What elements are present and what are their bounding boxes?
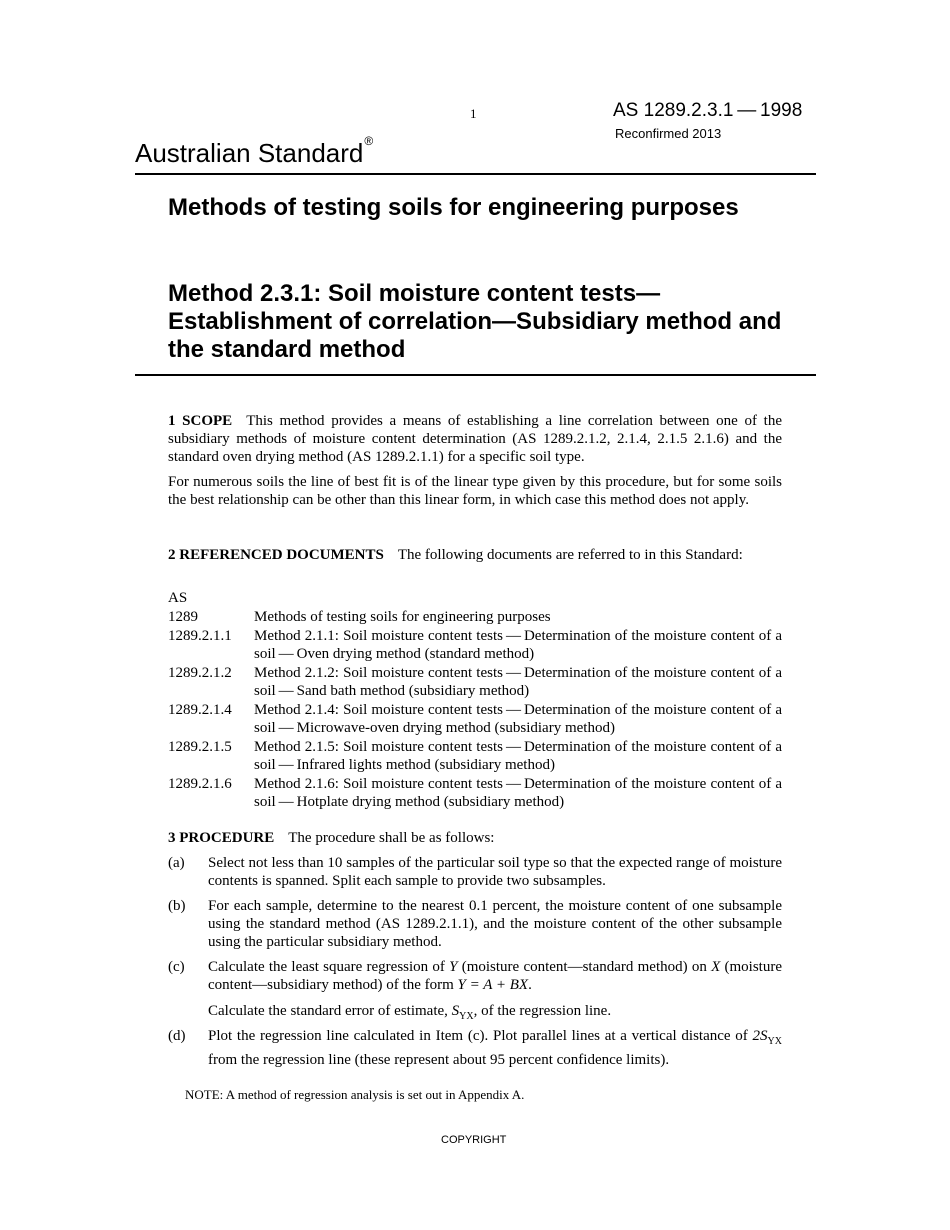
reference-code: 1289.2.1.2: [168, 665, 232, 681]
copyright-footer: COPYRIGHT: [441, 1134, 507, 1146]
item-text: Select not less than 10 samples of the particular soil type so that the expected range of moisture contents is spanned. Split each sample to provide two subsamples.: [208, 855, 782, 889]
procedure-paragraph: [168, 829, 782, 847]
reference-title: Method 2.1.4: Soil moisture content tests — Determination of the moisture content of a soil — Microwave-oven drying method (subsidiary method): [254, 702, 782, 736]
variable-2s: 2S: [752, 1028, 768, 1044]
procedure-item-b: [168, 897, 782, 951]
procedure-item-a: [168, 854, 782, 890]
references-series-label: AS: [168, 590, 188, 606]
reference-title: Methods of testing soils for engineering purposes: [254, 609, 551, 625]
references-paragraph: [168, 546, 782, 564]
item-label: (c): [168, 959, 185, 975]
reconfirmed-label: Reconfirmed 2013: [615, 126, 722, 141]
references-heading: 2 REFERENCED DOCUMENTS: [168, 547, 384, 563]
variable-x: X: [711, 959, 721, 975]
scope-paragraph-2: For numerous soils the line of best fit is of the linear type given by this procedure, but for some soils the best relationship can be other than this linear form, in which case this method does not apply.: [168, 474, 782, 508]
reference-title: Method 2.1.5: Soil moisture content tests — Determination of the moisture content of a soil — Infrared lights method (subsidiary method): [254, 739, 782, 773]
procedure-item-d: [168, 1027, 782, 1069]
reference-code: 1289.2.1.4: [168, 702, 232, 718]
item-c-text-1: Calculate the least square regression of: [208, 959, 445, 975]
reference-title: Method 2.1.1: Soil moisture content tests — Determination of the moisture content of a soil — Oven drying method (standard method): [254, 628, 782, 662]
item-text: [208, 958, 782, 994]
scope-heading: 1 SCOPE: [168, 413, 233, 429]
method-title: Method 2.3.1: Soil moisture content tests—Establishment of correlation—Subsidiary method and the standard method: [168, 280, 782, 363]
variable-s-subscript: YX: [459, 1011, 474, 1022]
procedure-intro: The procedure shall be as follows:: [288, 830, 495, 846]
variable-y: Y: [449, 959, 458, 975]
item-label: (a): [168, 855, 185, 871]
procedure-heading: 3 PROCEDURE: [168, 830, 275, 846]
reference-code: 1289.2.1.5: [168, 739, 232, 755]
references-intro: The following documents are referred to in this Standard:: [397, 547, 743, 563]
reference-title: Method 2.1.2: Soil moisture content tests — Determination of the moisture content of a soil — Sand bath method (subsidiary method): [254, 665, 782, 699]
bottom-rule: [135, 374, 816, 376]
scope-paragraph: [168, 412, 782, 466]
procedure-note: NOTE: A method of regression analysis is set out in Appendix A.: [185, 1087, 525, 1102]
item-text: For each sample, determine to the nearest 0.1 percent, the moisture content of one subsample using the standard method (AS 1289.2.1.1), and the moisture content of the other subsample using the particular subsidiary method.: [208, 898, 782, 950]
standard-number: AS 1289.2.3.1 — 1998: [613, 100, 803, 121]
reference-row: [168, 701, 782, 737]
reference-row: [168, 664, 782, 700]
reference-row: [168, 627, 782, 663]
reference-code: 1289: [168, 609, 198, 625]
reference-row: [168, 738, 782, 774]
scope-text-1: This method provides a means of establishing a line correlation between one of the subsidiary methods of moisture content determination (AS 1289.2.1.2, 2.1.4, 2.1.5 2.1.6) and the standard oven drying method (AS 1289.2.1.1) for a specific soil type.: [168, 413, 782, 465]
item-d-text-2: from the regression line (these represent about 95 percent confidence limits).: [208, 1052, 670, 1068]
variable-s: S: [451, 1003, 460, 1019]
brand-text: Australian Standard: [135, 138, 364, 168]
item-c-period: .: [528, 977, 532, 993]
item-label: (b): [168, 898, 186, 914]
main-title: Methods of testing soils for engineering purposes: [168, 194, 739, 221]
top-rule: [135, 173, 816, 175]
reference-code: 1289.2.1.1: [168, 628, 232, 644]
item-label: (d): [168, 1028, 186, 1044]
page-number: 1: [470, 106, 477, 121]
reference-row: [168, 608, 782, 626]
reference-title: Method 2.1.6: Soil moisture content tests — Determination of the moisture content of a soil — Hotplate drying method (subsidiary method): [254, 776, 782, 810]
item-d-text-1: Plot the regression line calculated in Item (c). Plot parallel lines at a vertical distance of: [208, 1028, 748, 1044]
references-list: [168, 608, 782, 812]
item-c-text-3: (moisture content—subsidiary method) of the form: [208, 959, 782, 993]
procedure-item-c-continued: [208, 1002, 782, 1026]
item-c-extra-text-1: Calculate the standard error of estimate,: [208, 1003, 448, 1019]
australian-standard-brand: [135, 134, 374, 169]
reference-row: [168, 775, 782, 811]
procedure-item-c: [168, 958, 782, 994]
item-text: [208, 1027, 782, 1069]
variable-2s-subscript: YX: [767, 1036, 782, 1047]
item-c-text-2: (moisture content—standard method) on: [461, 959, 707, 975]
item-c-extra-text-2: , of the regression line.: [473, 1003, 612, 1019]
regression-formula: Y = A + BX: [457, 977, 529, 993]
reference-code: 1289.2.1.6: [168, 776, 232, 792]
registered-mark: ®: [364, 134, 374, 148]
